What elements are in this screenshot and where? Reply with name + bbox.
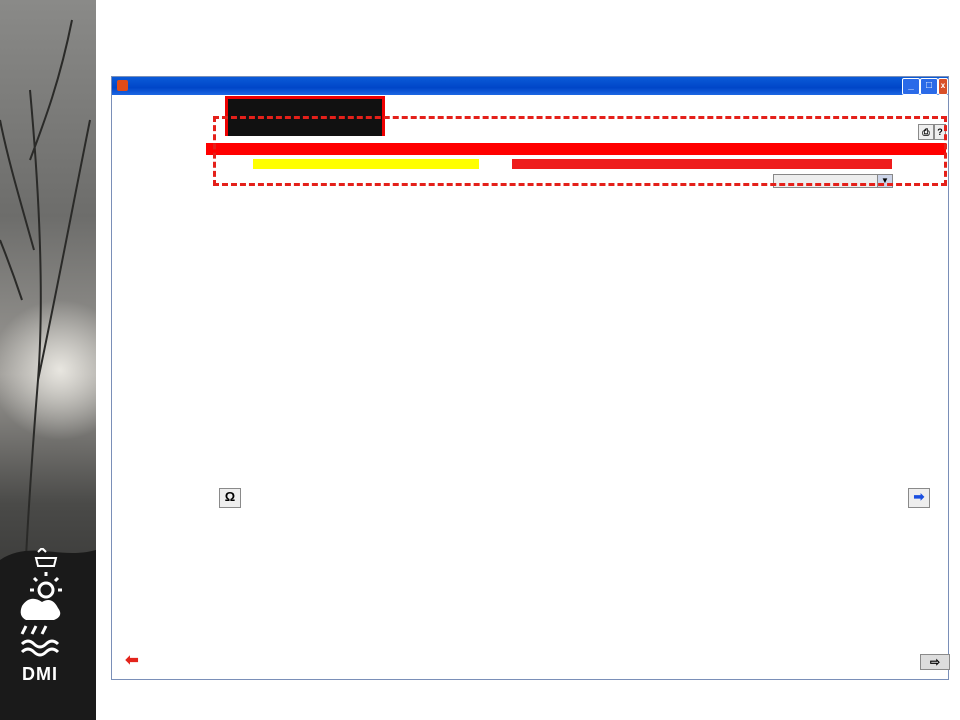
arrow-right-icon[interactable]: ➡: [908, 488, 930, 508]
dmi-wordmark: DMI: [22, 664, 58, 684]
minimize-icon[interactable]: _: [902, 78, 920, 95]
chevron-down-icon[interactable]: ▼: [877, 175, 892, 187]
close-icon[interactable]: x: [938, 78, 948, 95]
maximize-icon[interactable]: □: [920, 78, 938, 95]
alarm-highlight-frame: [213, 116, 947, 186]
next-station-icon[interactable]: ⇨: [920, 654, 950, 670]
omega-icon[interactable]: Ω: [219, 488, 241, 508]
prev-station-icon[interactable]: ⬅: [125, 652, 139, 669]
station-bar: [152, 655, 918, 670]
help-icon[interactable]: ?: [934, 124, 946, 140]
print-icon[interactable]: ⎙: [918, 124, 934, 140]
